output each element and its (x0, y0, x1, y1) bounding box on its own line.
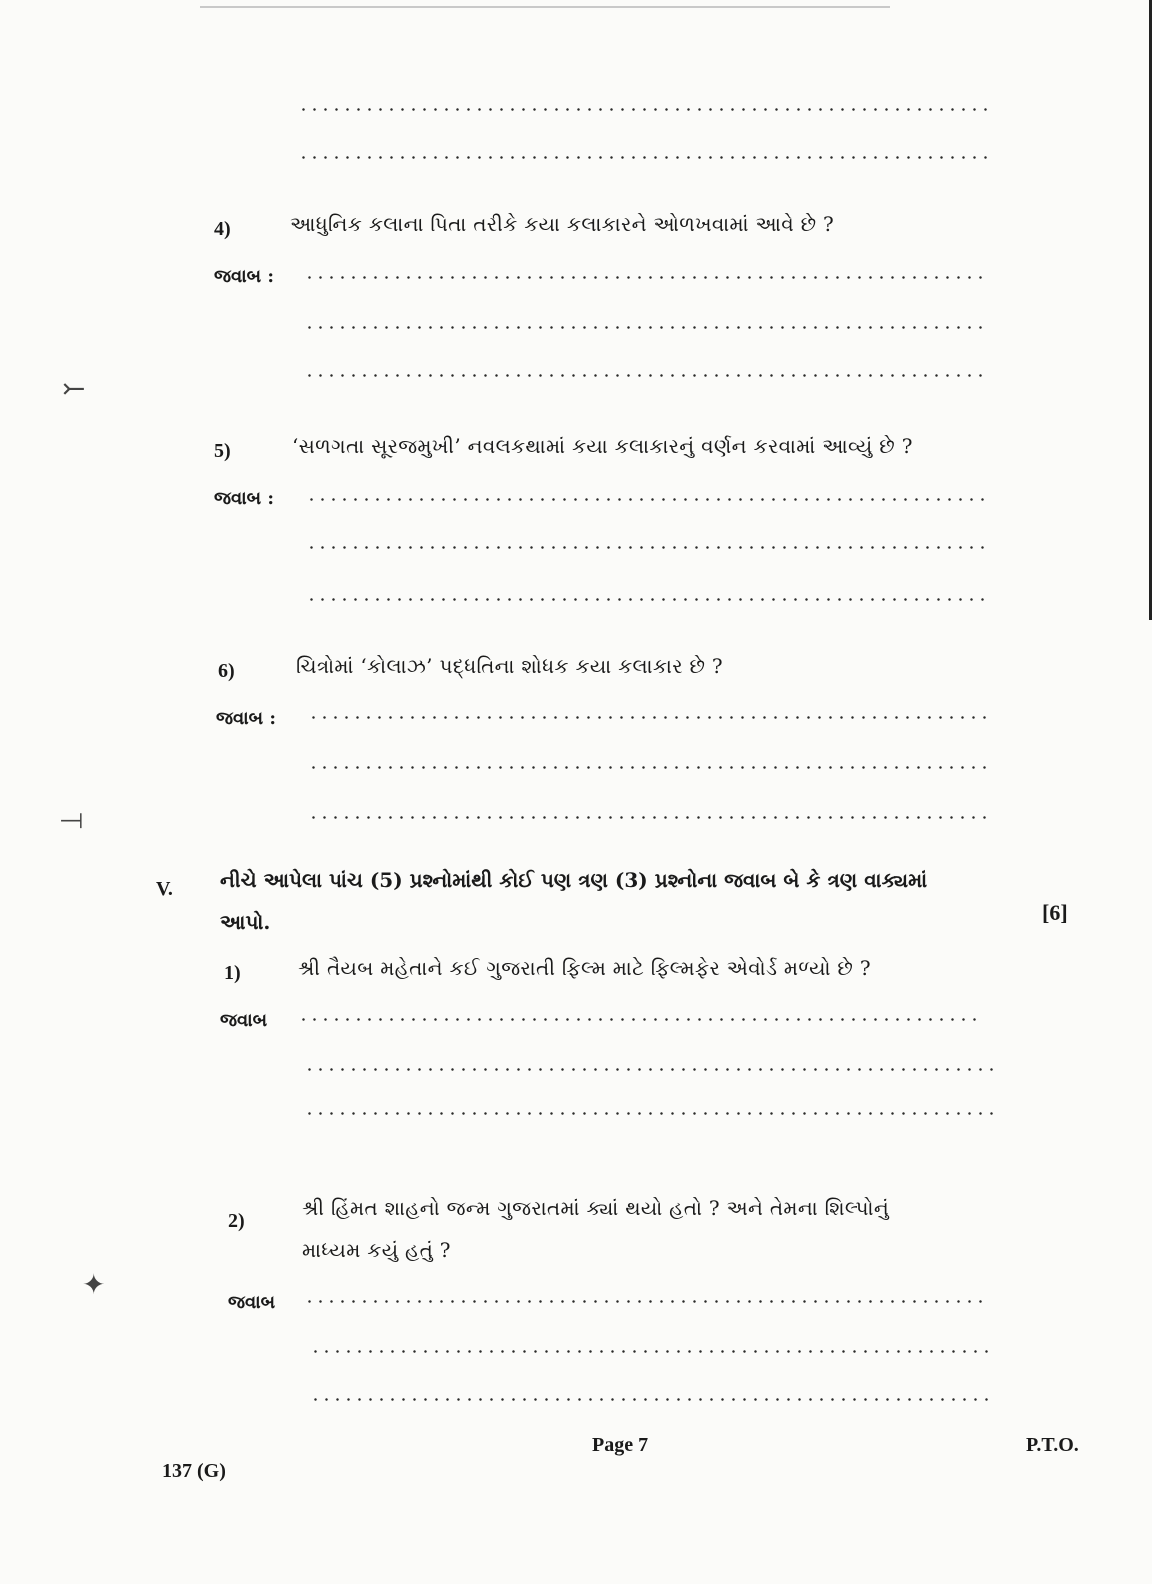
answer-line[interactable] (308, 816, 994, 819)
question-number: 6) (218, 660, 235, 682)
section-instruction: નીચે આપેલા પાંચ (5) પ્રશ્નોમાંથી કોઈ પણ ત્રણ (3) પ્રશ્નોના જવાબ બે કે ત્રણ વાક્યમાં (220, 868, 928, 892)
question-text: ‘સળગતા સૂરજમુખી’ નવલકથામાં કયા કલાકારનું વર્ણન કરવામાં આવ્યું છે ? (292, 434, 913, 458)
answer-label: જવાબ (228, 1292, 276, 1313)
paper-code: 137 (G) (162, 1460, 226, 1482)
question-number: 1) (224, 962, 241, 984)
scan-mark: ✦ (82, 1268, 106, 1301)
top-rule (200, 6, 890, 8)
answer-label: જવાબ : (214, 488, 275, 509)
answer-line[interactable] (308, 766, 994, 769)
question-text: આધુનિક કલાના પિતા તરીકે કયા કલાકારને ઓળખવામાં આવે છે ? (290, 212, 835, 236)
answer-line[interactable] (298, 108, 988, 111)
question-text: શ્રી હિંમત શાહનો જન્મ ગુજરાતમાં ક્યાં થયો હતો ? અને તેમના શિલ્પોનું (302, 1196, 890, 1220)
answer-line[interactable] (304, 1300, 990, 1303)
answer-line[interactable] (304, 1068, 994, 1071)
answer-line[interactable] (304, 374, 990, 377)
answer-line[interactable] (304, 1112, 994, 1115)
answer-line[interactable] (298, 1018, 982, 1021)
answer-line[interactable] (310, 1398, 996, 1401)
section-marks: [6] (1042, 900, 1068, 925)
answer-line[interactable] (306, 598, 992, 601)
pto-label: P.T.O. (1026, 1434, 1079, 1456)
section-number: V. (156, 878, 173, 900)
answer-label: જવાબ : (216, 708, 277, 729)
answer-line[interactable] (306, 498, 992, 501)
question-number: 5) (214, 440, 231, 462)
question-text: ચિત્રોમાં ‘કોલાઝ’ પદ્ધતિના શોધક કયા કલાકાર છે ? (296, 654, 723, 678)
question-number: 2) (228, 1210, 245, 1232)
question-text: શ્રી તૈયબ મહેતાને કઈ ગુજરાતી ફિલ્મ માટે ફિલ્મફેર એવોર્ડ મળ્યો છે ? (298, 956, 871, 980)
answer-line[interactable] (310, 1350, 996, 1353)
answer-line[interactable] (306, 546, 992, 549)
answer-label: જવાબ : (214, 266, 275, 287)
answer-line[interactable] (298, 156, 988, 159)
question-text-continued: માધ્યમ કયું હતું ? (302, 1238, 451, 1262)
scan-mark: ⤚ (62, 372, 86, 405)
question-number: 4) (214, 218, 231, 240)
scan-mark: ⟞ (60, 802, 84, 835)
section-instruction-continued: આપો. (220, 910, 271, 934)
answer-line[interactable] (304, 276, 990, 279)
answer-line[interactable] (308, 716, 994, 719)
answer-line[interactable] (304, 326, 990, 329)
answer-label: જવાબ (220, 1010, 268, 1031)
page-number: Page 7 (592, 1434, 649, 1456)
